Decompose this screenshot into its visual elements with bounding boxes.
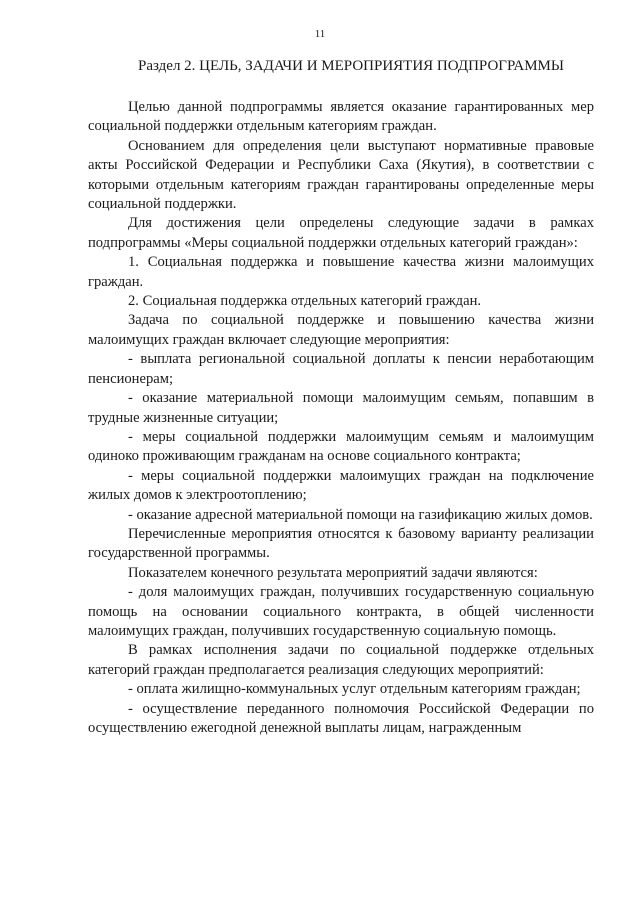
measure-item: - оказание адресной материальной помощи на газификацию жилых домов. xyxy=(128,506,593,523)
measure-item: - оказание материальной помощи малоимущим семьям, попавшим в трудные жизненные ситуации; xyxy=(88,390,594,426)
section-title: Раздел 2. ЦЕЛЬ, ЗАДАЧИ И МЕРОПРИЯТИЯ ПОДПРОГРАММЫ xyxy=(138,58,564,74)
paragraph: Задача по социальной поддержке и повышению качества жизни малоимущих граждан включает следующие мероприятия: xyxy=(88,312,594,348)
paragraph: В рамках исполнения задачи по социальной поддержке отдельных категорий граждан предполагается реализация следующих мероприятий: xyxy=(88,642,594,678)
paragraph: Основанием для определения цели выступают нормативные правовые акты Российской Федерации и Республики Саха (Якутия), в соответствии с которыми отдельным категориям граждан гарантированы определенные меры социальной поддержки. xyxy=(88,137,594,213)
body-text xyxy=(88,98,594,738)
page-number: 11 xyxy=(314,28,326,40)
paragraph: Целью данной подпрограммы является оказание гарантированных мер социальной поддержки отдельным категориям граждан. xyxy=(88,99,594,135)
measure-item: - выплата региональной социальной доплаты к пенсии неработающим пенсионерам; xyxy=(88,351,594,387)
task-item: 2. Социальная поддержка отдельных категорий граждан. xyxy=(128,293,482,310)
measure-item: - меры социальной поддержки малоимущим семьям и малоимущим одиноко проживающим гражданам на основе социального контракта; xyxy=(88,428,594,465)
paragraph: Показателем конечного результата мероприятий задачи являются: xyxy=(128,564,538,581)
measure-item: - осуществление переданного полномочия Российской Федерации по осуществлению ежегодной денежной выплаты лицам, награжденным xyxy=(88,700,594,736)
task-item: 1. Социальная поддержка и повышение качества жизни малоимущих граждан. xyxy=(88,254,594,290)
measure-item: - меры социальной поддержки малоимущих граждан на подключение жилых домов к электроотоплению; xyxy=(88,467,594,504)
measure-item: - оплата жилищно-коммунальных услуг отдельным категориям граждан; xyxy=(128,681,581,698)
paragraph: Перечисленные мероприятия относятся к базовому варианту реализации государственной программы. xyxy=(88,525,594,562)
paragraph: Для достижения цели определены следующие задачи в рамках подпрограммы «Меры социальной поддержки отдельных категорий граждан»: xyxy=(88,215,594,251)
indicator-item: - доля малоимущих граждан, получивших государственную социальную помощь на основании социального контракта, в общей численности малоимущих граждан, получивших государственную социальную помощь. xyxy=(88,584,594,639)
